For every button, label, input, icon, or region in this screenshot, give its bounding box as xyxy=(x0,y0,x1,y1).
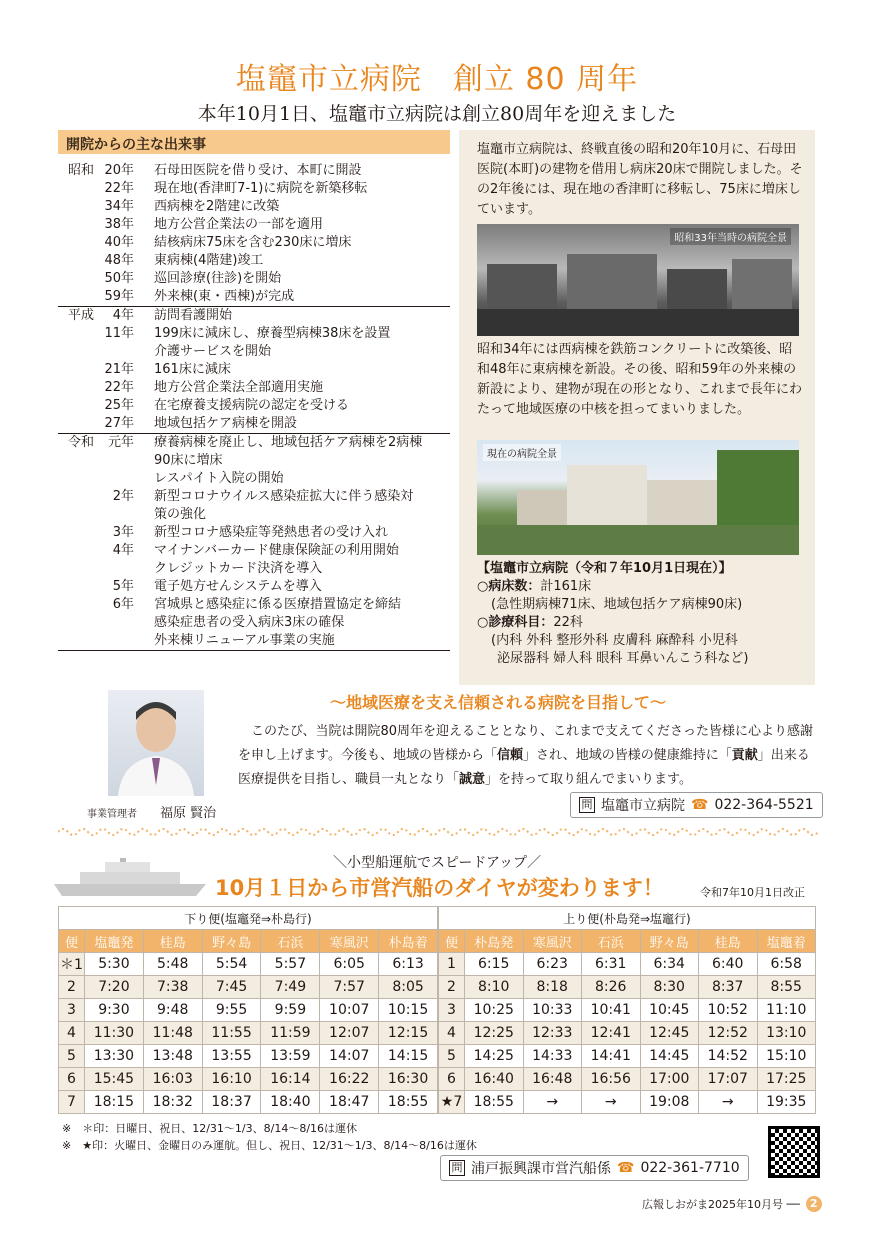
time-cell: 6:13 xyxy=(379,953,438,976)
up-timetable xyxy=(438,906,816,1114)
time-cell: 6:15 xyxy=(465,953,524,976)
contact-org: 塩竈市立病院 xyxy=(601,798,685,814)
time-cell: 7:49 xyxy=(261,976,320,999)
dept-detail-2: 泌尿器科 婦人科 眼科 耳鼻いんこう科など) xyxy=(497,651,749,666)
history-list xyxy=(58,162,450,651)
history-row xyxy=(58,379,450,397)
time-cell: 9:59 xyxy=(261,999,320,1022)
history-year: 25年 xyxy=(104,398,134,413)
history-year xyxy=(96,452,148,470)
history-year xyxy=(96,470,148,488)
beds-detail: (急性期病棟71床、地域包括ケア病棟90床) xyxy=(491,597,743,612)
history-row xyxy=(58,234,450,252)
time-cell: 6:40 xyxy=(699,953,758,976)
time-cell: 16:48 xyxy=(523,1068,582,1091)
current-hospital-photo xyxy=(477,440,799,555)
history-era xyxy=(58,216,96,234)
history-event: 現在地(香津町7-1)に病院を新築移転 xyxy=(154,181,368,196)
time-cell: 18:55 xyxy=(465,1091,524,1114)
message-text: 」を持って取り組んでまいります。 xyxy=(485,772,692,787)
time-cell: 19:35 xyxy=(757,1091,816,1114)
time-cell: 8:55 xyxy=(757,976,816,999)
history-row xyxy=(58,361,450,379)
column-header: 塩竈着 xyxy=(757,930,816,953)
time-cell: 18:40 xyxy=(261,1091,320,1114)
time-cell: 16:56 xyxy=(582,1068,641,1091)
contact-org: 浦戸振興課市営汽船係 xyxy=(471,1161,611,1177)
phone-icon: ☎ xyxy=(617,1160,635,1176)
trip-number: 4 xyxy=(59,1022,85,1045)
history-event: クレジットカード決済を導入 xyxy=(154,561,323,576)
note-2: ※ ★印：火曜日、金曜日のみ運航。但し、祝日、12/31～1/3、8/14～8/16は運休 xyxy=(62,1139,477,1152)
trip-number: 2 xyxy=(439,976,465,999)
contact-tel[interactable]: 022-361-7710 xyxy=(640,1160,740,1176)
time-cell: 16:40 xyxy=(465,1068,524,1091)
wave-divider xyxy=(58,826,818,838)
page-subtitle: 本年10月1日、塩竈市立病院は創立80周年を迎えました xyxy=(197,103,677,125)
ferry-contact xyxy=(440,1155,749,1181)
history-year: 22年 xyxy=(104,181,134,196)
time-cell: 16:14 xyxy=(261,1068,320,1091)
time-cell: 12:07 xyxy=(320,1022,379,1045)
history-era xyxy=(58,252,96,270)
history-era xyxy=(58,578,96,596)
time-cell: 11:10 xyxy=(757,999,816,1022)
history-row xyxy=(58,488,450,506)
photo-caption: 昭和33年当時の病院全景 xyxy=(670,228,791,245)
table-row xyxy=(59,1022,438,1045)
history-year xyxy=(96,506,148,524)
column-header: 塩竈発 xyxy=(85,930,144,953)
column-header: 寒風沢 xyxy=(320,930,379,953)
time-cell: 16:03 xyxy=(143,1068,202,1091)
time-cell: 8:26 xyxy=(582,976,641,999)
history-row xyxy=(58,270,450,288)
time-cell: 14:52 xyxy=(699,1045,758,1068)
table-row xyxy=(59,976,438,999)
history-era xyxy=(58,361,96,379)
ferry-subheading: ＼小型船運航でスピードアップ／ xyxy=(332,855,542,871)
time-cell: 5:54 xyxy=(202,953,261,976)
column-header: 寒風沢 xyxy=(523,930,582,953)
page-footer xyxy=(642,1196,822,1212)
note-1: ※ ＊印：日曜日、祝日、12/31～1/3、8/14～8/16は運休 xyxy=(62,1122,358,1135)
history-year: 2年 xyxy=(112,489,134,504)
time-cell: 6:23 xyxy=(523,953,582,976)
history-row xyxy=(58,470,450,488)
old-hospital-photo xyxy=(477,224,799,336)
history-event: 巡回診療(往診)を開始 xyxy=(154,271,282,286)
history-event: 在宅療養支援病院の認定を受ける xyxy=(154,398,350,413)
history-event: 161床に減床 xyxy=(154,362,231,377)
table-row xyxy=(59,1091,438,1114)
history-event: 外来棟リニューアル事業の実施 xyxy=(154,633,335,648)
time-cell: → xyxy=(523,1091,582,1114)
history-event: レスパイト入院の開始 xyxy=(154,471,284,486)
history-year: 4年 xyxy=(112,308,134,323)
time-cell: 14:41 xyxy=(582,1045,641,1068)
table-row xyxy=(439,976,816,999)
time-cell: 13:59 xyxy=(261,1045,320,1068)
time-cell: 10:07 xyxy=(320,999,379,1022)
history-era xyxy=(58,234,96,252)
time-cell: 14:45 xyxy=(640,1045,699,1068)
history-year xyxy=(96,632,148,650)
time-cell: 12:52 xyxy=(699,1022,758,1045)
column-header: 桂島 xyxy=(143,930,202,953)
time-cell: 18:37 xyxy=(202,1091,261,1114)
history-era xyxy=(58,614,96,632)
history-row xyxy=(58,325,450,343)
time-cell: 18:55 xyxy=(379,1091,438,1114)
history-event: 石母田医院を借り受け、本町に開設 xyxy=(154,163,362,178)
time-cell: 7:57 xyxy=(320,976,379,999)
history-paragraph-1: 塩竈市立病院は、終戦直後の昭和20年10月に、石母田医院(本町)の建物を借用し病床20床で開院しました。その2年後には、現在地の香津町に移転し、75床に増床しています。 xyxy=(477,142,803,217)
column-header: 石浜 xyxy=(582,930,641,953)
history-year: 22年 xyxy=(104,380,134,395)
time-cell: 18:47 xyxy=(320,1091,379,1114)
history-event: 地方公営企業法全部適用実施 xyxy=(154,380,324,395)
history-era xyxy=(58,198,96,216)
message-text: 」され、地域の皆様の健康維持に「 xyxy=(522,748,732,763)
director-portrait xyxy=(108,690,204,796)
table-row xyxy=(439,999,816,1022)
column-header: 野々島 xyxy=(640,930,699,953)
history-row xyxy=(58,524,450,542)
trip-number: 1 xyxy=(439,953,465,976)
history-year: 4年 xyxy=(112,543,134,558)
history-era xyxy=(58,343,96,361)
trip-number: 3 xyxy=(59,999,85,1022)
history-event: 宮城県と感染症に係る医療措置協定を締結 xyxy=(154,597,402,612)
ship-icon xyxy=(50,858,210,898)
time-cell: 10:52 xyxy=(699,999,758,1022)
history-era xyxy=(58,470,96,488)
history-row xyxy=(58,343,450,361)
time-cell: 12:33 xyxy=(523,1022,582,1045)
history-row xyxy=(58,506,450,524)
history-year: 21年 xyxy=(104,362,134,377)
column-header: 朴島発 xyxy=(465,930,524,953)
history-era: 昭和 xyxy=(68,163,95,178)
history-year xyxy=(96,560,148,578)
history-row xyxy=(58,542,450,560)
inquiry-icon: 問 xyxy=(579,797,595,813)
time-cell: 12:25 xyxy=(465,1022,524,1045)
time-cell: 12:41 xyxy=(582,1022,641,1045)
time-cell: 5:57 xyxy=(261,953,320,976)
history-row xyxy=(58,162,450,180)
time-cell: 16:30 xyxy=(379,1068,438,1091)
time-cell: 8:37 xyxy=(699,976,758,999)
trip-number: 7 xyxy=(59,1091,85,1114)
table-row xyxy=(59,999,438,1022)
history-era xyxy=(58,488,96,506)
history-era xyxy=(58,542,96,560)
history-era xyxy=(58,506,96,524)
column-header: 石浜 xyxy=(261,930,320,953)
time-cell: 13:55 xyxy=(202,1045,261,1068)
column-header: 野々島 xyxy=(202,930,261,953)
time-cell: 6:05 xyxy=(320,953,379,976)
history-year: 40年 xyxy=(104,235,134,250)
trip-number: 6 xyxy=(439,1068,465,1091)
history-row xyxy=(58,415,450,434)
time-cell: 12:15 xyxy=(379,1022,438,1045)
history-year: 27年 xyxy=(104,416,134,431)
time-cell: 5:30 xyxy=(85,953,144,976)
history-row xyxy=(58,198,450,216)
time-cell: 12:45 xyxy=(640,1022,699,1045)
history-era: 平成 xyxy=(68,308,95,323)
history-year: 48年 xyxy=(104,253,134,268)
director-role: 事業管理者 xyxy=(87,809,137,820)
history-era xyxy=(58,524,96,542)
time-cell: 7:45 xyxy=(202,976,261,999)
history-paragraph-2: 昭和34年には西病棟を鉄筋コンクリートに改築後、昭和48年に東病棟を新設。その後、昭和59年の外来棟の新設により、建物が現在の形となり、これまで長年にわたって地域医療の中核を担ってまいりました。 xyxy=(477,342,803,417)
history-year: 38年 xyxy=(104,217,134,232)
time-cell: 9:48 xyxy=(143,999,202,1022)
dept-value: 22科 xyxy=(553,615,583,630)
avatar xyxy=(108,690,204,796)
history-row xyxy=(58,180,450,198)
time-cell: 11:48 xyxy=(143,1022,202,1045)
table-row xyxy=(439,1022,816,1045)
history-event: 結核病床75床を含む230床に増床 xyxy=(154,235,352,250)
time-cell: 6:31 xyxy=(582,953,641,976)
history-year: 11年 xyxy=(104,326,134,341)
time-cell: 16:22 xyxy=(320,1068,379,1091)
time-cell: 10:45 xyxy=(640,999,699,1022)
history-event: 新型コロナウイルス感染症拡大に伴う感染対 xyxy=(154,489,414,504)
time-cell: 15:45 xyxy=(85,1068,144,1091)
trip-number: 4 xyxy=(439,1022,465,1045)
time-cell: 8:05 xyxy=(379,976,438,999)
history-event: 199床に減床し、療養型病棟38床を設置 xyxy=(154,326,391,341)
table-row xyxy=(439,1045,816,1068)
history-era xyxy=(58,560,96,578)
history-row xyxy=(58,307,450,325)
history-year: 6年 xyxy=(112,597,134,612)
time-cell: 13:10 xyxy=(757,1022,816,1045)
trip-number: ★7 xyxy=(439,1091,465,1114)
history-event: 電子処方せんシステムを導入 xyxy=(154,579,322,594)
trip-number: 2 xyxy=(59,976,85,999)
slogan: ～地域医療を支え信頼される病院を目指して～ xyxy=(330,693,667,712)
history-event: 東病棟(4階建)竣工 xyxy=(154,253,264,268)
history-event: 策の強化 xyxy=(154,507,207,522)
history-event: 感染症患者の受入病床3床の確保 xyxy=(154,615,345,630)
table-row xyxy=(59,1068,438,1091)
history-year: 50年 xyxy=(104,271,134,286)
history-row xyxy=(58,216,450,234)
time-cell: 7:20 xyxy=(85,976,144,999)
message-text: 」出来る医療提供を目指し、職員一丸となり「 xyxy=(238,748,810,787)
history-event: 外来棟(東・西棟)が完成 xyxy=(154,289,295,304)
keyword-contribution: 貢献 xyxy=(731,748,758,763)
history-year: 34年 xyxy=(104,199,134,214)
trip-number: ＊1 xyxy=(59,953,85,976)
history-row xyxy=(58,632,450,651)
time-cell: 14:25 xyxy=(465,1045,524,1068)
history-era xyxy=(58,325,96,343)
director-message xyxy=(238,720,818,792)
history-era xyxy=(58,596,96,614)
history-year: 3年 xyxy=(112,525,134,540)
column-header: 桂島 xyxy=(699,930,758,953)
director-name: 福原 賢治 xyxy=(160,806,217,821)
table-row xyxy=(59,953,438,976)
time-cell: 11:55 xyxy=(202,1022,261,1045)
history-row xyxy=(58,560,450,578)
trip-number: 3 xyxy=(439,999,465,1022)
time-cell: → xyxy=(699,1091,758,1114)
time-cell: 15:10 xyxy=(757,1045,816,1068)
time-cell: 5:48 xyxy=(143,953,202,976)
history-era xyxy=(58,632,96,650)
dept-detail-1: (内科 外科 整形外科 皮膚科 麻酔科 小児科 xyxy=(491,633,738,648)
table-row xyxy=(439,1068,816,1091)
history-era xyxy=(58,379,96,397)
table-row xyxy=(439,1091,816,1114)
time-cell: 10:33 xyxy=(523,999,582,1022)
revised-date: 令和7年10月1日改正 xyxy=(700,886,805,899)
contact-tel[interactable]: 022-364-5521 xyxy=(714,797,814,813)
message-text: このたび、当院は開院80周年を迎えることとなり、これまで支えてくださった皆様に心より感謝を申し上げます。今後も、地域の皆様から「 xyxy=(238,724,814,763)
history-event: マイナンバーカード健康保険証の利用開始 xyxy=(154,543,399,558)
time-cell: 10:15 xyxy=(379,999,438,1022)
history-year: 5年 xyxy=(112,579,134,594)
history-row xyxy=(58,434,450,452)
history-era xyxy=(58,270,96,288)
time-cell: 11:59 xyxy=(261,1022,320,1045)
history-event: 90床に増床 xyxy=(154,453,223,468)
history-event: 介護サービスを開始 xyxy=(154,344,272,359)
history-event: 西病棟を2階建に改築 xyxy=(154,199,280,214)
time-cell: 14:33 xyxy=(523,1045,582,1068)
beds-label: ○病床数： xyxy=(477,579,541,594)
time-cell: 17:25 xyxy=(757,1068,816,1091)
history-row xyxy=(58,288,450,307)
hospital-info xyxy=(477,560,807,668)
trip-number: 5 xyxy=(439,1045,465,1068)
dept-label: ○診療科目： xyxy=(477,615,554,630)
beds-value: 計161床 xyxy=(540,579,592,594)
history-year: 59年 xyxy=(104,289,134,304)
hospital-contact xyxy=(570,792,823,818)
time-cell: 11:30 xyxy=(85,1022,144,1045)
time-cell: 17:00 xyxy=(640,1068,699,1091)
direction-label: 下り便(塩竈発⇒朴島行) xyxy=(59,907,438,930)
time-cell: 9:55 xyxy=(202,999,261,1022)
time-cell: 10:25 xyxy=(465,999,524,1022)
history-row xyxy=(58,614,450,632)
time-cell: 8:10 xyxy=(465,976,524,999)
history-row xyxy=(58,252,450,270)
column-header: 便 xyxy=(59,930,85,953)
time-cell: 6:58 xyxy=(757,953,816,976)
footer-text: 広報しおがま2025年10月号 ── xyxy=(642,1198,800,1211)
history-year xyxy=(96,614,148,632)
history-row xyxy=(58,397,450,415)
photo-caption: 現在の病院全景 xyxy=(483,444,561,461)
time-cell: 14:07 xyxy=(320,1045,379,1068)
timetable-notes xyxy=(62,1120,477,1154)
trip-number: 5 xyxy=(59,1045,85,1068)
time-cell: 6:34 xyxy=(640,953,699,976)
time-cell: 18:15 xyxy=(85,1091,144,1114)
history-era xyxy=(58,397,96,415)
down-timetable xyxy=(58,906,438,1114)
direction-label: 上り便(朴島発⇒塩竈行) xyxy=(439,907,816,930)
page-title: 塩竈市立病院 創立 80 周年 xyxy=(235,62,639,97)
inquiry-icon: 問 xyxy=(449,1160,465,1176)
page-number: 2 xyxy=(806,1196,822,1212)
time-cell: → xyxy=(582,1091,641,1114)
history-era: 令和 xyxy=(68,435,95,450)
qr-code-icon[interactable] xyxy=(768,1126,820,1178)
time-cell: 13:48 xyxy=(143,1045,202,1068)
phone-icon: ☎ xyxy=(691,797,709,813)
time-cell: 10:41 xyxy=(582,999,641,1022)
time-cell: 9:30 xyxy=(85,999,144,1022)
time-cell: 18:32 xyxy=(143,1091,202,1114)
history-event: 訪問看護開始 xyxy=(154,308,233,323)
time-cell: 14:15 xyxy=(379,1045,438,1068)
history-row xyxy=(58,452,450,470)
history-row xyxy=(58,578,450,596)
keyword-trust: 信頼 xyxy=(496,748,523,763)
table-row xyxy=(439,953,816,976)
history-era xyxy=(58,180,96,198)
column-header: 朴島着 xyxy=(379,930,438,953)
history-event: 地方公営企業法の一部を適用 xyxy=(154,217,324,232)
time-cell: 8:18 xyxy=(523,976,582,999)
history-era xyxy=(58,415,96,433)
history-event: 療養病棟を廃止し、地域包括ケア病棟を2病棟 xyxy=(154,435,423,450)
time-cell: 16:10 xyxy=(202,1068,261,1091)
history-year: 20年 xyxy=(104,163,134,178)
history-era xyxy=(58,452,96,470)
history-year: 元年 xyxy=(107,435,134,450)
time-cell: 8:30 xyxy=(640,976,699,999)
history-heading: 開院からの主な出来事 xyxy=(58,130,450,154)
time-cell: 13:30 xyxy=(85,1045,144,1068)
time-cell: 17:07 xyxy=(699,1068,758,1091)
column-header: 便 xyxy=(439,930,465,953)
history-event: 新型コロナ感染症等発熱患者の受け入れ xyxy=(154,525,389,540)
history-era xyxy=(58,288,96,306)
keyword-sincerity: 誠意 xyxy=(459,772,486,787)
history-event: 地域包括ケア病棟を開設 xyxy=(154,416,298,431)
table-row xyxy=(59,1045,438,1068)
ferry-title: 10月１日から市営汽船のダイヤが変わります！ xyxy=(215,876,664,900)
history-year xyxy=(96,343,148,361)
time-cell: 19:08 xyxy=(640,1091,699,1114)
info-title: 【塩竈市立病院（令和７年10月1日現在）】 xyxy=(477,561,732,576)
history-row xyxy=(58,596,450,614)
trip-number: 6 xyxy=(59,1068,85,1091)
time-cell: 7:38 xyxy=(143,976,202,999)
